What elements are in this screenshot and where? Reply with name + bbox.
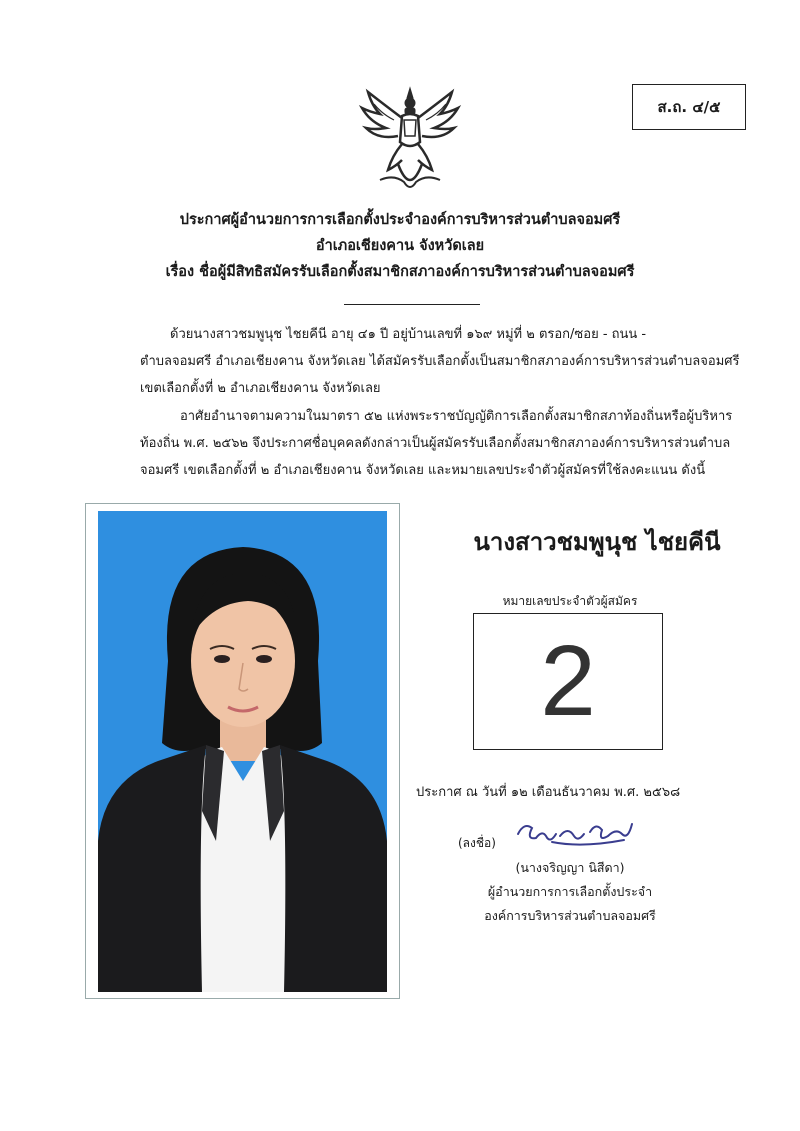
paragraph-1-line-2: ตำบลจอมศรี อำเภอเชียงคาน จังหวัดเลย ได้สมัครรับเลือกตั้งเป็นสมาชิกสภาองค์การบริหารส่วนตำบลจอมศรี bbox=[140, 354, 740, 369]
paragraph-1-line-1: ด้วยนางสาวชมพูนุช ไชยคีนี อายุ ๔๑ ปี อยู่บ้านเลขที่ ๑๖๙ หมู่ที่ ๒ ตรอก/ซอย - ถนน - bbox=[170, 327, 647, 342]
paragraph-2 bbox=[140, 404, 733, 484]
paragraph-2-line-3: จอมศรี เขตเลือกตั้งที่ ๒ อำเภอเชียงคาน จังหวัดเลย และหมายเลขประจำตัวผู้สมัครที่ใช้ลงคะแนน ดังนี้ bbox=[140, 463, 706, 478]
sign-prefix: (ลงชื่อ) bbox=[458, 836, 496, 850]
title-divider bbox=[344, 304, 480, 305]
paragraph-2-line-2: ท้องถิ่น พ.ศ. ๒๕๖๒ จึงประกาศชื่อบุคคลดังกล่าวเป็นผู้สมัครรับเลือกตั้งสมาชิกสภาองค์การบริหารส่วนตำบล bbox=[140, 436, 731, 451]
signer-role-line-2: องค์การบริหารส่วนตำบลจอมศรี bbox=[484, 908, 656, 923]
signature bbox=[512, 814, 637, 850]
signer-role-line-1: ผู้อำนวยการการเลือกตั้งประจำ bbox=[487, 884, 653, 899]
signer-name: (นางจริญญา นิสีดา) bbox=[515, 860, 625, 875]
paragraph-1 bbox=[140, 322, 740, 402]
form-code-box bbox=[632, 84, 746, 130]
candidate-number: 2 bbox=[540, 625, 596, 737]
candidate-photo bbox=[98, 511, 387, 992]
announcement-date: ประกาศ ณ วันที่ ๑๒ เดือนธันวาคม พ.ศ. ๒๕๖๘ bbox=[416, 785, 681, 800]
title-line-2: อำเภอเชียงคาน จังหวัดเลย bbox=[315, 238, 485, 254]
candidate-photo-frame bbox=[85, 503, 400, 999]
paragraph-2-line-1: อาศัยอำนาจตามความในมาตรา ๕๒ แห่งพระราชบัญญัติการเลือกตั้งสมาชิกสภาท้องถิ่นหรือผู้บริหาร bbox=[180, 409, 733, 424]
candidate-number-label: หมายเลขประจำตัวผู้สมัคร bbox=[502, 594, 638, 608]
candidate-name: นางสาวชมพูนุช ไชยคีนี bbox=[473, 528, 721, 556]
paragraph-1-line-3: เขตเลือกตั้งที่ ๒ อำเภอเชียงคาน จังหวัดเลย bbox=[140, 381, 381, 396]
form-code: ส.ถ. ๔/๕ bbox=[657, 98, 721, 116]
title-line-1: ประกาศผู้อำนวยการการเลือกตั้งประจำองค์การบริหารส่วนตำบลจอมศรี bbox=[179, 212, 621, 228]
garuda-emblem bbox=[358, 84, 462, 196]
title-line-3: เรื่อง ชื่อผู้มีสิทธิสมัครรับเลือกตั้งสมาชิกสภาองค์การบริหารส่วนตำบลจอมศรี bbox=[165, 264, 635, 280]
candidate-number-box bbox=[473, 613, 663, 750]
